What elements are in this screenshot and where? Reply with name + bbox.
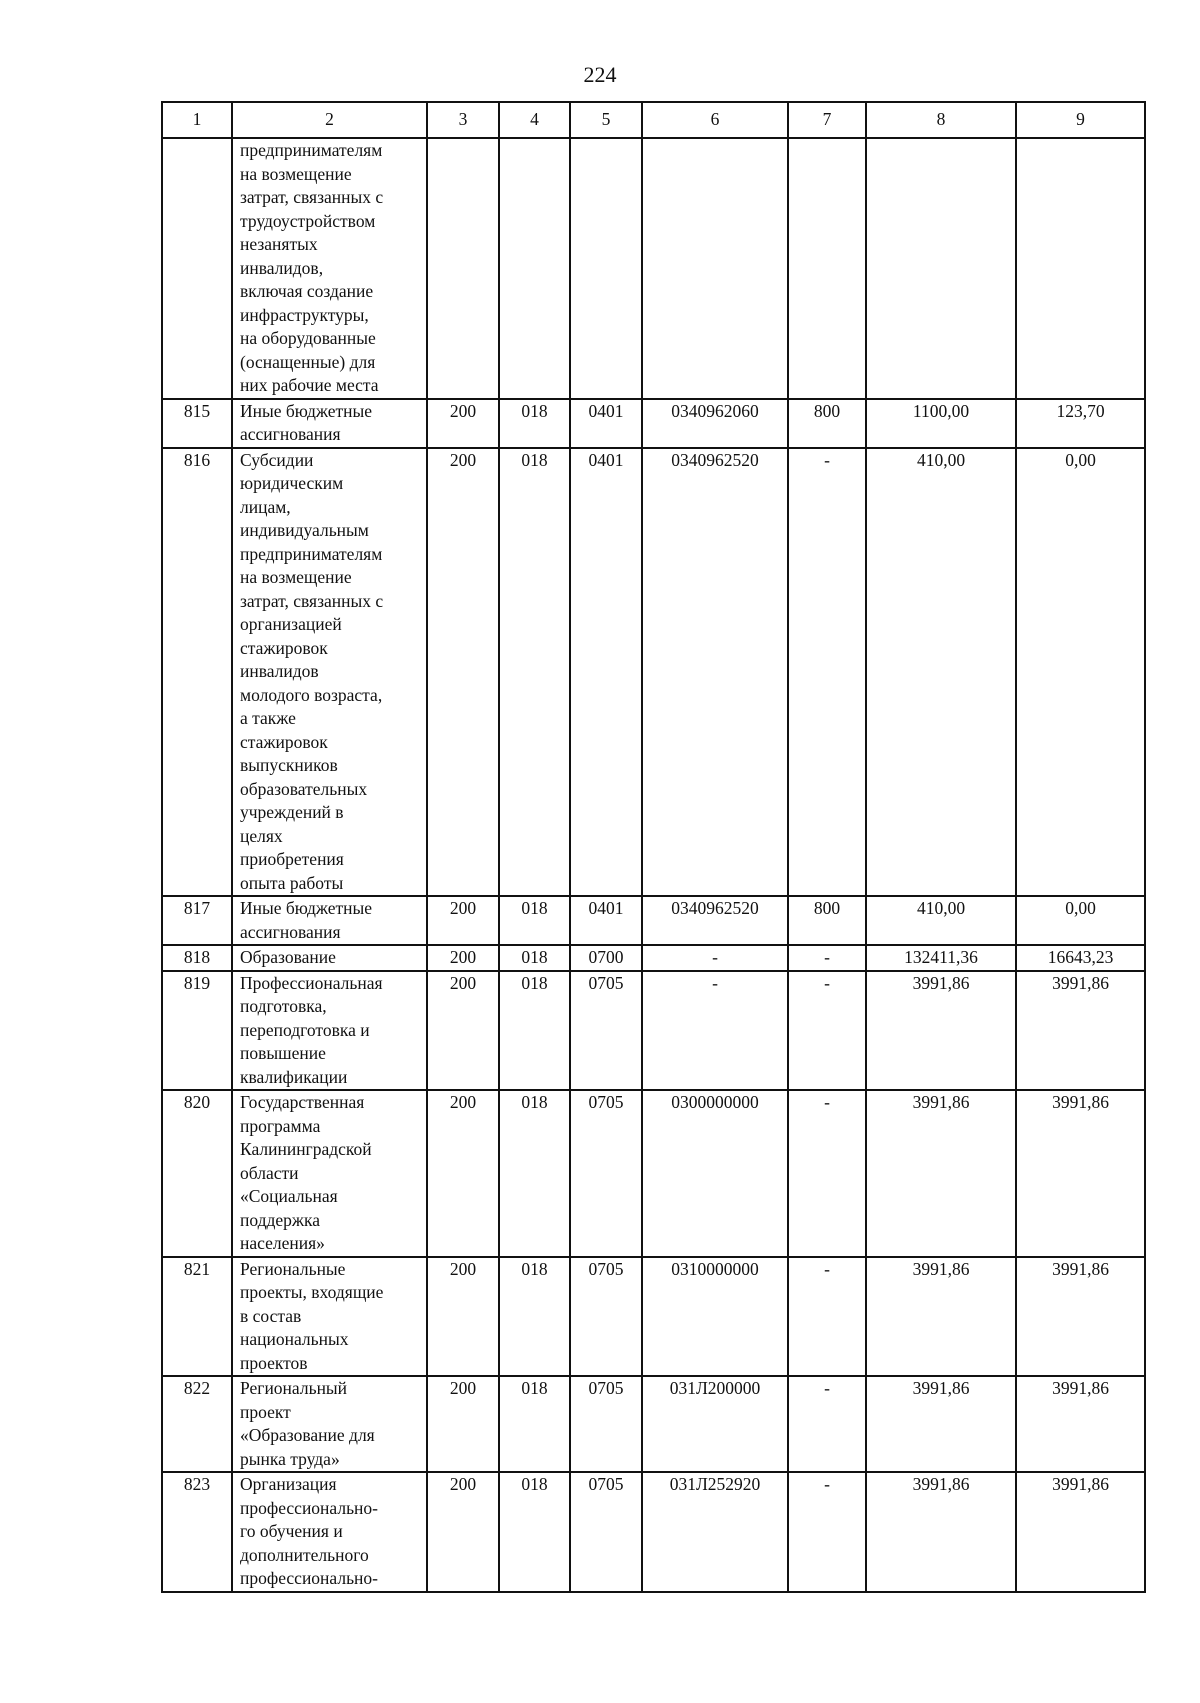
row-cell-c3: 200 [427,896,499,945]
row-name-line: Калининградской [240,1139,372,1159]
row-cell-c5: 0401 [570,896,642,945]
row-name-line: на оборудованные [240,328,376,348]
row-name-line: юридическим [240,473,344,493]
row-name-line: включая создание [240,281,374,301]
row-cell-c5: 0705 [570,1472,642,1592]
row-name-line: инфраструктуры, [240,304,369,325]
row-name-cell [232,399,427,448]
row-cell-c6: 031Л252920 [642,1472,788,1592]
budget-table [161,101,1146,1593]
row-name-line: Региональные [240,1258,346,1279]
row-number-cell: 823 [162,1472,232,1592]
row-cell-c4: 018 [499,971,570,1091]
table-row [162,945,1145,971]
header-cell: 4 [499,102,570,138]
row-cell-c7: - [788,1376,866,1472]
row-name-line: учреждений в [240,802,344,822]
row-name-line: в состав [240,1305,302,1326]
row-name-line: переподготовка и [240,1019,370,1040]
row-name-line: ассигнования [240,921,341,942]
row-name-line: программа [240,1115,321,1136]
row-number-cell: 818 [162,945,232,971]
row-number-cell: 820 [162,1090,232,1257]
header-cell: 5 [570,102,642,138]
row-cell-c8: 3991,86 [866,1257,1016,1377]
row-name-line: повышение [240,1043,326,1063]
row-name-cell [232,1472,427,1592]
row-name-cell [232,138,427,399]
row-cell-c7: - [788,448,866,897]
table-row [162,138,1145,399]
row-cell-c7: 800 [788,399,866,448]
row-name-line: незанятых [240,234,318,254]
row-name-line: национальных [240,1329,349,1349]
row-cell-c4 [499,138,570,399]
header-cell: 9 [1016,102,1145,138]
row-name-line: затрат, связанных с [240,590,384,611]
row-cell-c3: 200 [427,399,499,448]
page-number: 224 [583,62,617,87]
row-cell-c6: 0340962520 [642,896,788,945]
row-cell-c4: 018 [499,448,570,897]
row-cell-c8: 3991,86 [866,971,1016,1091]
row-cell-c4: 018 [499,1472,570,1592]
row-cell-c7: 800 [788,896,866,945]
row-name-line: целях [240,825,283,846]
row-name-line: затрат, связанных с [240,187,384,207]
row-name-line: проектов [240,1352,308,1373]
row-name-line: инвалидов [240,661,319,681]
row-cell-c7: - [788,1090,866,1257]
table-row [162,1472,1145,1592]
row-cell-c6 [642,138,788,399]
table-row [162,971,1145,1091]
row-cell-c9: 3991,86 [1016,971,1145,1091]
row-cell-c6: 0300000000 [642,1090,788,1257]
row-cell-c5: 0705 [570,1257,642,1377]
row-name-line: опыта работы [240,872,344,893]
row-cell-c9: 123,70 [1016,399,1145,448]
row-name-cell [232,1257,427,1377]
row-name-line: стажировок [240,637,328,658]
row-cell-c4: 018 [499,1257,570,1377]
row-cell-c9: 16643,23 [1016,945,1145,971]
row-name-line: приобретения [240,849,344,869]
row-cell-c8: 132411,36 [866,945,1016,971]
row-number-cell: 817 [162,896,232,945]
table-row [162,896,1145,945]
row-name-line: лицам, [240,496,291,517]
row-name-line: трудоустройством [240,210,376,231]
row-cell-c8: 1100,00 [866,399,1016,448]
row-cell-c6: 0310000000 [642,1257,788,1377]
row-name-line: молодого возраста, [240,684,383,705]
row-name-line: Образование [240,947,336,967]
row-cell-c8: 3991,86 [866,1472,1016,1592]
row-name-cell [232,1376,427,1472]
row-cell-c5: 0401 [570,399,642,448]
row-cell-c3: 200 [427,448,499,897]
header-cell: 6 [642,102,788,138]
row-cell-c5: 0705 [570,971,642,1091]
row-cell-c4: 018 [499,896,570,945]
table-row [162,1090,1145,1257]
row-cell-c7: - [788,1257,866,1377]
row-cell-c3: 200 [427,1090,499,1257]
row-cell-c4: 018 [499,399,570,448]
row-cell-c5: 0700 [570,945,642,971]
row-name-line: организацией [240,614,342,634]
row-name-line: подготовка, [240,996,327,1016]
row-cell-c6: - [642,971,788,1091]
row-name-cell [232,945,427,971]
row-name-line: образовательных [240,778,368,799]
row-name-line: Субсидии [240,449,314,470]
row-cell-c3: 200 [427,1257,499,1377]
row-number-cell: 819 [162,971,232,1091]
row-name-line: выпускников [240,755,338,775]
header-cell: 7 [788,102,866,138]
row-name-line: поддержка [240,1209,321,1230]
row-number-cell: 822 [162,1376,232,1472]
row-cell-c6: 031Л200000 [642,1376,788,1472]
row-cell-c9: 3991,86 [1016,1257,1145,1377]
header-cell: 2 [232,102,427,138]
row-number-cell [162,138,232,399]
row-number-cell: 816 [162,448,232,897]
row-cell-c9: 0,00 [1016,448,1145,897]
row-name-line: профессионально- [240,1568,379,1588]
row-number-cell: 815 [162,399,232,448]
row-name-line: проект [240,1401,291,1422]
header-row [162,102,1145,138]
row-name-line: го обучения и [240,1521,343,1541]
header-cell: 3 [427,102,499,138]
table-row [162,448,1145,897]
row-name-cell [232,896,427,945]
row-name-line: Региональный [240,1378,348,1398]
row-cell-c8: 410,00 [866,896,1016,945]
row-name-line: (оснащенные) для [240,351,376,372]
row-name-line: рынка труда» [240,1448,340,1469]
table-body [162,138,1145,1592]
row-name-line: квалификации [240,1066,348,1087]
row-name-line: Иные бюджетные [240,400,373,421]
row-cell-c4: 018 [499,1376,570,1472]
row-cell-c3: 200 [427,971,499,1091]
table-header [162,102,1145,138]
row-name-line: на возмещение [240,163,352,184]
row-name-line: проекты, входящие [240,1282,384,1302]
row-cell-c7: - [788,945,866,971]
row-cell-c9: 3991,86 [1016,1090,1145,1257]
row-cell-c3 [427,138,499,399]
row-name-line: ассигнования [240,424,341,444]
row-name-line: дополнительного [240,1544,369,1565]
row-cell-c5 [570,138,642,399]
row-name-line: Иные бюджетные [240,898,373,918]
row-cell-c4: 018 [499,1090,570,1257]
row-name-line: Организация [240,1474,337,1494]
row-cell-c6: 0340962520 [642,448,788,897]
row-cell-c3: 200 [427,945,499,971]
row-name-line: стажировок [240,731,328,752]
row-cell-c8: 3991,86 [866,1090,1016,1257]
row-name-line: Профессиональная [240,972,383,993]
row-name-line: Государственная [240,1092,365,1112]
row-cell-c7: - [788,971,866,1091]
row-name-cell [232,971,427,1091]
row-cell-c7: - [788,1472,866,1592]
row-cell-c9: 3991,86 [1016,1472,1145,1592]
row-name-cell [232,448,427,897]
row-cell-c8 [866,138,1016,399]
row-cell-c5: 0401 [570,448,642,897]
row-cell-c8: 3991,86 [866,1376,1016,1472]
table-row [162,1376,1145,1472]
row-cell-c3: 200 [427,1472,499,1592]
row-name-line: предпринимателям [240,140,383,160]
row-cell-c9 [1016,138,1145,399]
row-name-line: «Социальная [240,1186,338,1206]
row-name-line: предпринимателям [240,543,383,564]
row-cell-c3: 200 [427,1376,499,1472]
table-row [162,1257,1145,1377]
row-number-cell: 821 [162,1257,232,1377]
row-cell-c5: 0705 [570,1376,642,1472]
header-cell: 8 [866,102,1016,138]
header-cell: 1 [162,102,232,138]
row-cell-c6: 0340962060 [642,399,788,448]
row-name-line: а также [240,708,296,728]
row-name-line: них рабочие места [240,375,379,395]
row-cell-c5: 0705 [570,1090,642,1257]
table-row [162,399,1145,448]
row-name-cell [232,1090,427,1257]
row-name-line: профессионально- [240,1497,379,1518]
row-name-line: индивидуальным [240,520,369,540]
row-name-line: населения» [240,1233,325,1253]
row-name-line: на возмещение [240,567,352,587]
row-name-line: области [240,1162,299,1183]
row-cell-c7 [788,138,866,399]
row-name-line: инвалидов, [240,257,324,278]
row-name-line: «Образование для [240,1425,375,1445]
row-cell-c9: 0,00 [1016,896,1145,945]
row-cell-c6: - [642,945,788,971]
row-cell-c4: 018 [499,945,570,971]
row-cell-c9: 3991,86 [1016,1376,1145,1472]
row-cell-c8: 410,00 [866,448,1016,897]
